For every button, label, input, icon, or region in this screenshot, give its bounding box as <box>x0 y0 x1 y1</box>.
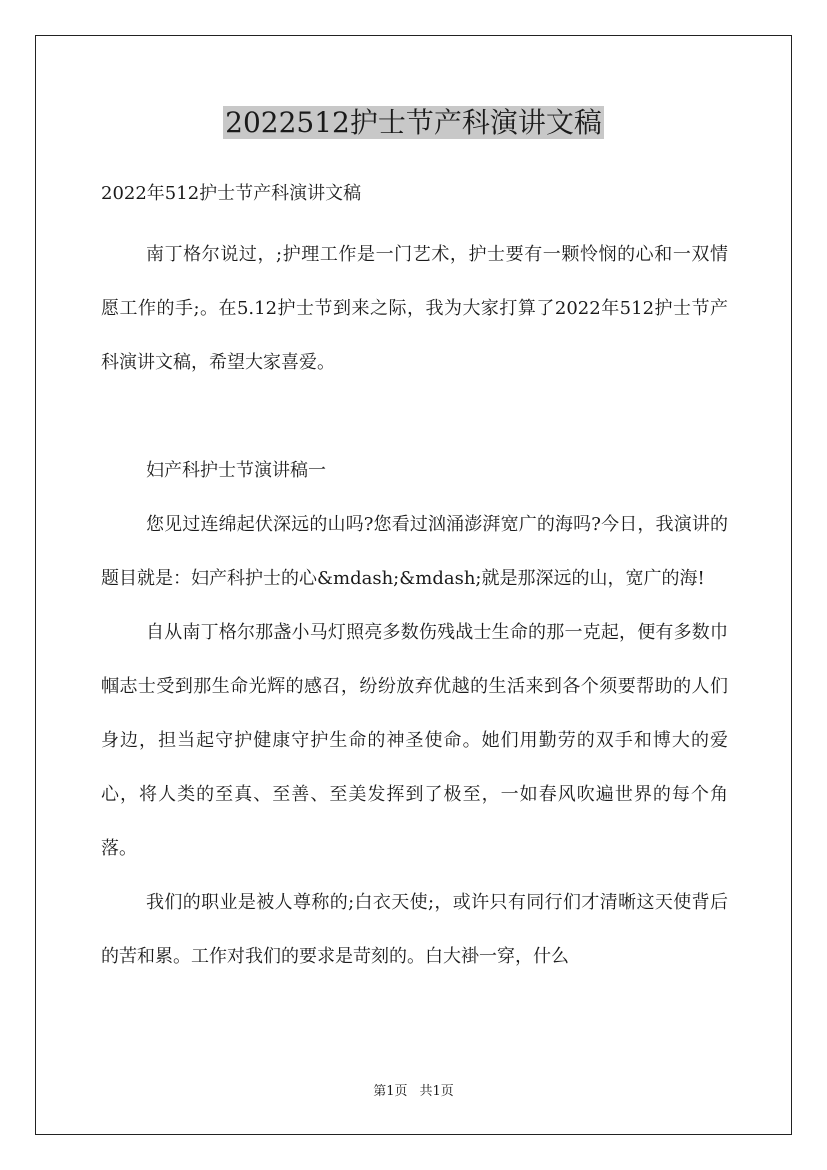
section-heading: 妇产科护士节演讲稿一 <box>146 460 326 481</box>
document-subtitle: 2022年512护士节产科演讲文稿 <box>101 183 362 204</box>
body-paragraph: 您见过连绵起伏深远的山吗?您看过汹涌澎湃宽广的海吗?今日，我演讲的题目就是：妇产科护士的心&mdash;&mdash;就是那深远的山，宽广的海! <box>101 514 728 589</box>
page-total: 共1页 <box>419 1084 454 1099</box>
page-number: 第1页 <box>373 1084 408 1099</box>
document-title-text: 2022512护士节产科演讲文稿 <box>225 106 602 139</box>
intro-paragraph: 南丁格尔说过，;护理工作是一门艺术，护士要有一颗怜悯的心和一双情愿工作的手;。在5.12护士节到来之际，我为大家打算了2022年512护士节产科演讲文稿，希望大家喜爱。 <box>101 244 728 373</box>
body-paragraph: 我们的职业是被人尊称的;白衣天使;，或许只有同行们才清晰这天使背后的苦和累。工作对我们的要求是苛刻的。白大褂一穿，什么 <box>101 892 728 967</box>
page-footer <box>0 1082 827 1102</box>
document-body <box>101 176 728 984</box>
document-title <box>0 103 827 143</box>
body-paragraph: 自从南丁格尔那盏小马灯照亮多数伤残战士生命的那一克起，便有多数巾帼志士受到那生命光辉的感召，纷纷放弃优越的生活来到各个须要帮助的人们身边，担当起守护健康守护生命的神圣使命。她们用勤劳的双手和博大的爱心，将人类的至真、至善、至美发挥到了极至，一如春风吹遍世界的每个角落。 <box>101 622 728 859</box>
